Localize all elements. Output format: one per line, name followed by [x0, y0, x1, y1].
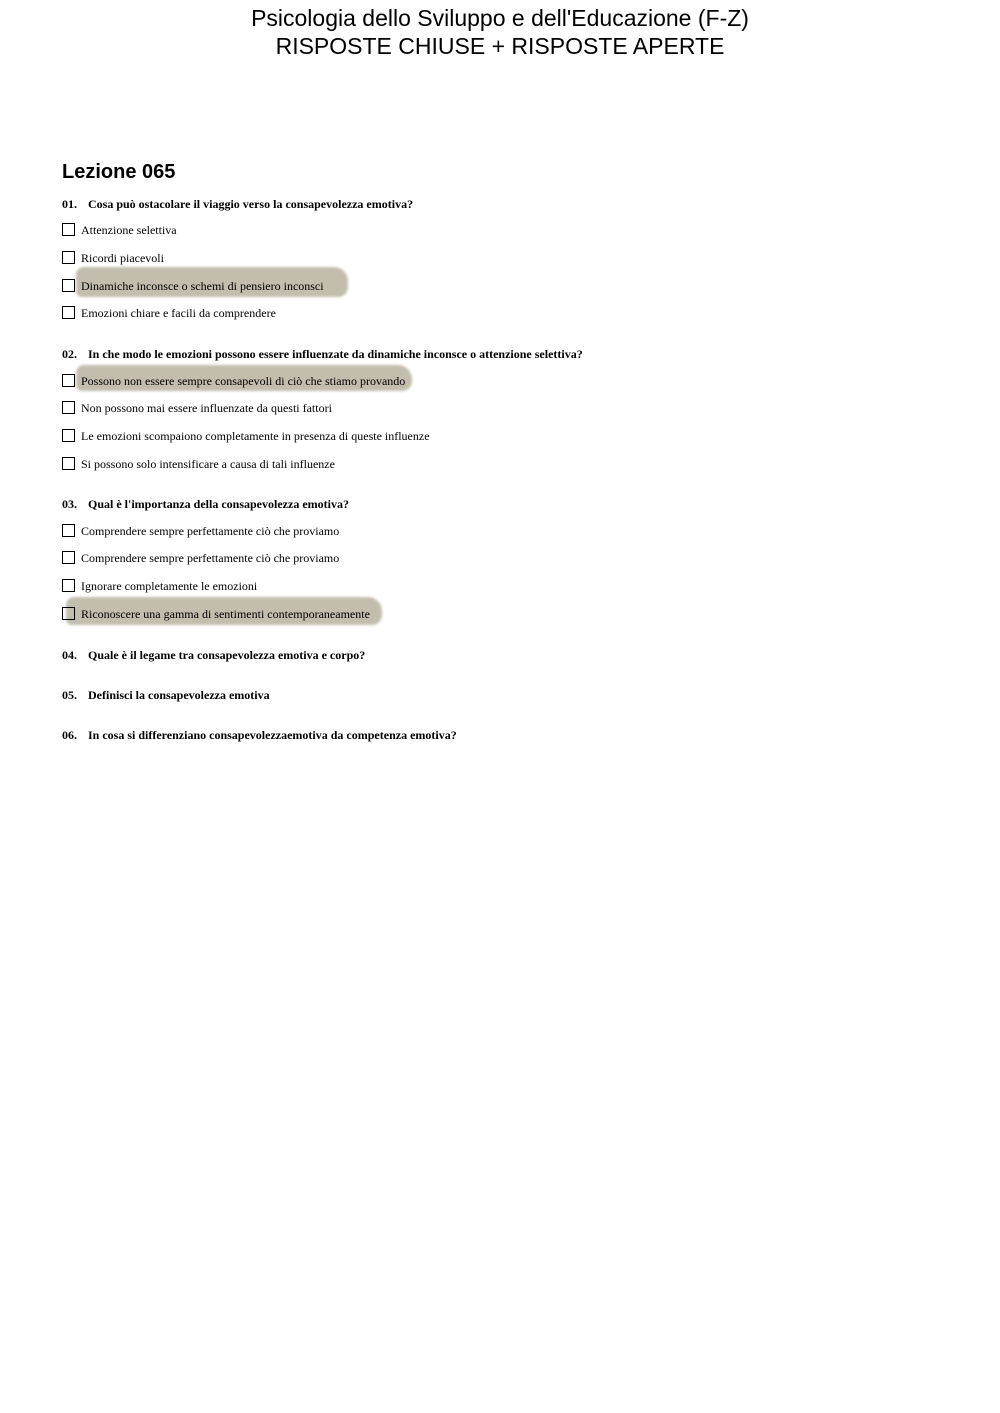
question-03: [62, 496, 349, 512]
answer-checkbox[interactable]: [62, 579, 75, 592]
question-number: 03.: [62, 497, 77, 511]
question-05: [62, 687, 270, 703]
answer-checkbox[interactable]: [62, 374, 75, 387]
question-number: 02.: [62, 347, 77, 361]
answer-checkbox[interactable]: [62, 457, 75, 470]
answer-text: Riconoscere una gamma di sentimenti contemporaneamente: [81, 607, 370, 621]
answer-checkbox[interactable]: [62, 401, 75, 414]
question-text: Qual è l'importanza della consapevolezza emotiva?: [88, 497, 349, 511]
question-number: 04.: [62, 648, 77, 662]
question-text: Quale è il legame tra consapevolezza emotiva e corpo?: [88, 648, 366, 662]
answer-checkbox[interactable]: [62, 524, 75, 537]
document-header: [0, 4, 1000, 60]
answer-text: Non possono mai essere influenzate da questi fattori: [81, 401, 332, 415]
question-06: [62, 727, 457, 743]
question-04: [62, 647, 365, 663]
question-01: [62, 196, 413, 212]
question-text: In che modo le emozioni possono essere influenzate da dinamiche inconsce o attenzione selettiva?: [88, 347, 583, 361]
question-text: Cosa può ostacolare il viaggio verso la consapevolezza emotiva?: [88, 197, 414, 211]
answer-text: Le emozioni scompaiono completamente in presenza di queste influenze: [81, 429, 430, 443]
answer-text: Comprendere sempre perfettamente ciò che proviamo: [81, 524, 340, 538]
question-number: 05.: [62, 688, 77, 702]
answer-checkbox[interactable]: [62, 223, 75, 236]
answer-checkbox[interactable]: [62, 251, 75, 264]
lesson-title: Lezione 065: [62, 161, 176, 183]
answer-text: Dinamiche inconsce o schemi di pensiero inconsci: [81, 279, 324, 293]
answer-text: Attenzione selettiva: [81, 223, 177, 237]
answer-checkbox[interactable]: [62, 306, 75, 319]
document-subtitle: RISPOSTE CHIUSE + RISPOSTE APERTE: [275, 33, 725, 59]
answer-checkbox[interactable]: [62, 279, 75, 292]
question-text: Definisci la consapevolezza emotiva: [88, 688, 270, 702]
answer-checkbox[interactable]: [62, 551, 75, 564]
course-title: Psicologia dello Sviluppo e dell'Educazione (F-Z): [251, 5, 749, 31]
answer-text: Emozioni chiare e facili da comprendere: [81, 306, 276, 320]
answer-checkbox[interactable]: [62, 429, 75, 442]
question-02: [62, 346, 583, 362]
answer-text: Ricordi piacevoli: [81, 251, 164, 265]
answer-text: Possono non essere sempre consapevoli di ciò che stiamo provando: [81, 374, 406, 388]
answer-text: Si possono solo intensificare a causa di tali influenze: [81, 457, 335, 471]
question-number: 06.: [62, 728, 77, 742]
answer-text: Ignorare completamente le emozioni: [81, 579, 258, 593]
question-text: In cosa si differenziano consapevolezzaemotiva da competenza emotiva?: [88, 728, 457, 742]
question-number: 01.: [62, 197, 77, 211]
answer-text: Comprendere sempre perfettamente ciò che proviamo: [81, 551, 340, 565]
answer-checkbox[interactable]: [62, 607, 75, 620]
